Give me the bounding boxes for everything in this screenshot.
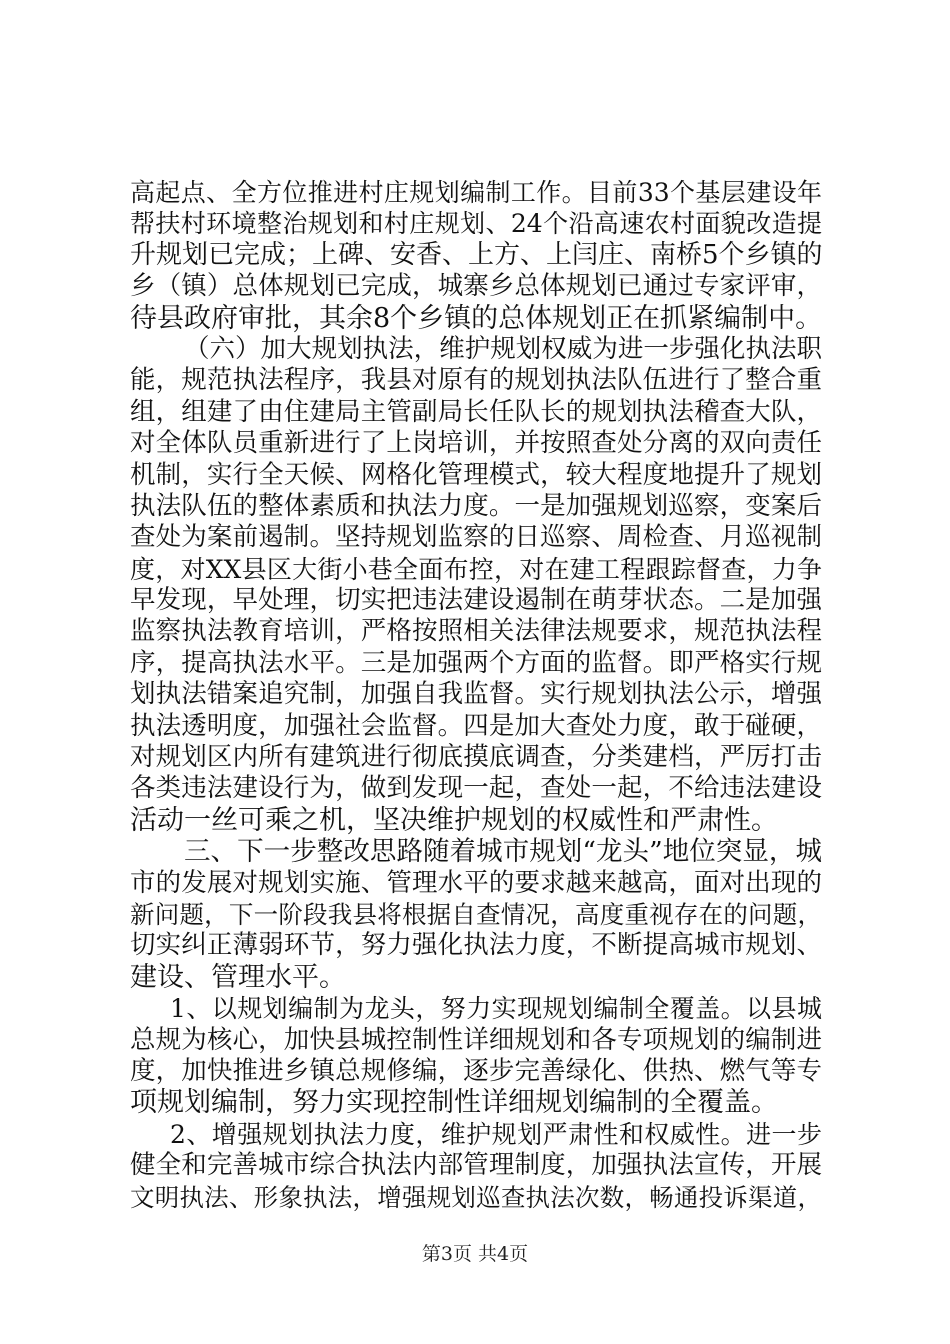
text-line: 执法队伍的整体素质和执法力度。一是加强规划巡察，变案后: [130, 490, 822, 521]
text-line: 市的发展对规划实施、管理水平的要求越来越高，面对出现的: [130, 867, 822, 898]
paragraph-first-line: 1、以规划编制为龙头，努力实现规划编制全覆盖。以县城: [170, 994, 822, 1024]
text-line: 新问题，下一阶段我县将根据自查情况，高度重视存在的问题，: [130, 899, 822, 929]
paragraph-first-line: 三、下一步整改思路随着城市规划“龙头”地位突显，城: [184, 836, 822, 868]
text-line: 早发现，早处理，切实把违法建设遏制在萌芽状态。二是加强: [130, 585, 822, 616]
text-line: 活动一丝可乘之机，坚决维护规划的权威性和严肃性。: [130, 804, 778, 836]
text-line: 文明执法、形象执法，增强规划巡查执法次数，畅通投诉渠道，: [130, 1182, 822, 1212]
document-body: [130, 177, 822, 1213]
text-line: 切实纠正薄弱环节，努力强化执法力度，不断提高城市规划、: [130, 930, 822, 961]
text-line: 执法透明度，加强社会监督。四是加大查处力度，敢于碰硬，: [130, 710, 822, 741]
text-line: 序，提高执法水平。三是加强两个方面的监督。即严格实行规: [130, 647, 822, 678]
text-line: 项规划编制，努力实现控制性详细规划编制的全覆盖。: [130, 1087, 778, 1119]
text-line: 帮扶村环境整治规划和村庄规划、24个沿高速农村面貌改造提: [130, 209, 822, 239]
text-line: 建设、管理水平。: [130, 961, 346, 993]
page-footer: 第3页 共4页: [421, 1243, 529, 1265]
text-line: 监察执法教育培训，严格按照相关法律法规要求，规范执法程: [130, 616, 822, 647]
paragraph-first-line: （六）加大规划执法，维护规划权威为进一步强化执法职: [184, 333, 822, 364]
text-line: 能，规范执法程序，我县对原有的规划执法队伍进行了整合重: [130, 365, 822, 396]
text-line: 对规划区内所有建筑进行彻底摸底调查，分类建档，严厉打击: [130, 742, 822, 773]
text-line: 健全和完善城市综合执法内部管理制度，加强执法宣传，开展: [130, 1150, 822, 1181]
text-line: 对全体队员重新进行了上岗培训，并按照查处分离的双向责任: [130, 428, 822, 459]
text-line: 升规划已完成；上碑、安香、上方、上闫庄、南桥5个乡镇的: [130, 239, 823, 270]
text-line: 度，加快推进乡镇总规修编，逐步完善绿化、供热、燃气等专: [130, 1055, 822, 1086]
text-line: 高起点、全方位推进村庄规划编制工作。目前33个基层建设年: [130, 178, 822, 207]
text-line: 机制，实行全天候、网格化管理模式，较大程度地提升了规划: [130, 459, 822, 490]
text-line: 乡（镇）总体规划已完成，城寨乡总体规划已通过专家评审，: [130, 271, 822, 302]
text-line: 度，对XX县区大街小巷全面布控，对在建工程跟踪督查，力争: [130, 554, 822, 584]
text-line: 划执法错案追究制，加强自我监督。实行规划执法公示，增强: [130, 679, 822, 710]
paragraph-first-line: 2、增强规划执法力度，维护规划严肃性和权威性。进一步: [170, 1119, 822, 1149]
text-line: 总规为核心，加快县城控制性详细规划和各专项规划的编制进: [130, 1024, 822, 1055]
text-line: 各类违法建设行为，做到发现一起，查处一起，不给违法建设: [130, 773, 822, 804]
text-line: 查处为案前遏制。坚持规划监察的日巡察、周检查、月巡视制: [130, 522, 822, 553]
text-line: 待县政府审批，其余8个乡镇的总体规划正在抓紧编制中。: [130, 302, 823, 334]
text-line: 组，组建了由住建局主管副局长任队长的规划执法稽查大队，: [130, 396, 822, 427]
